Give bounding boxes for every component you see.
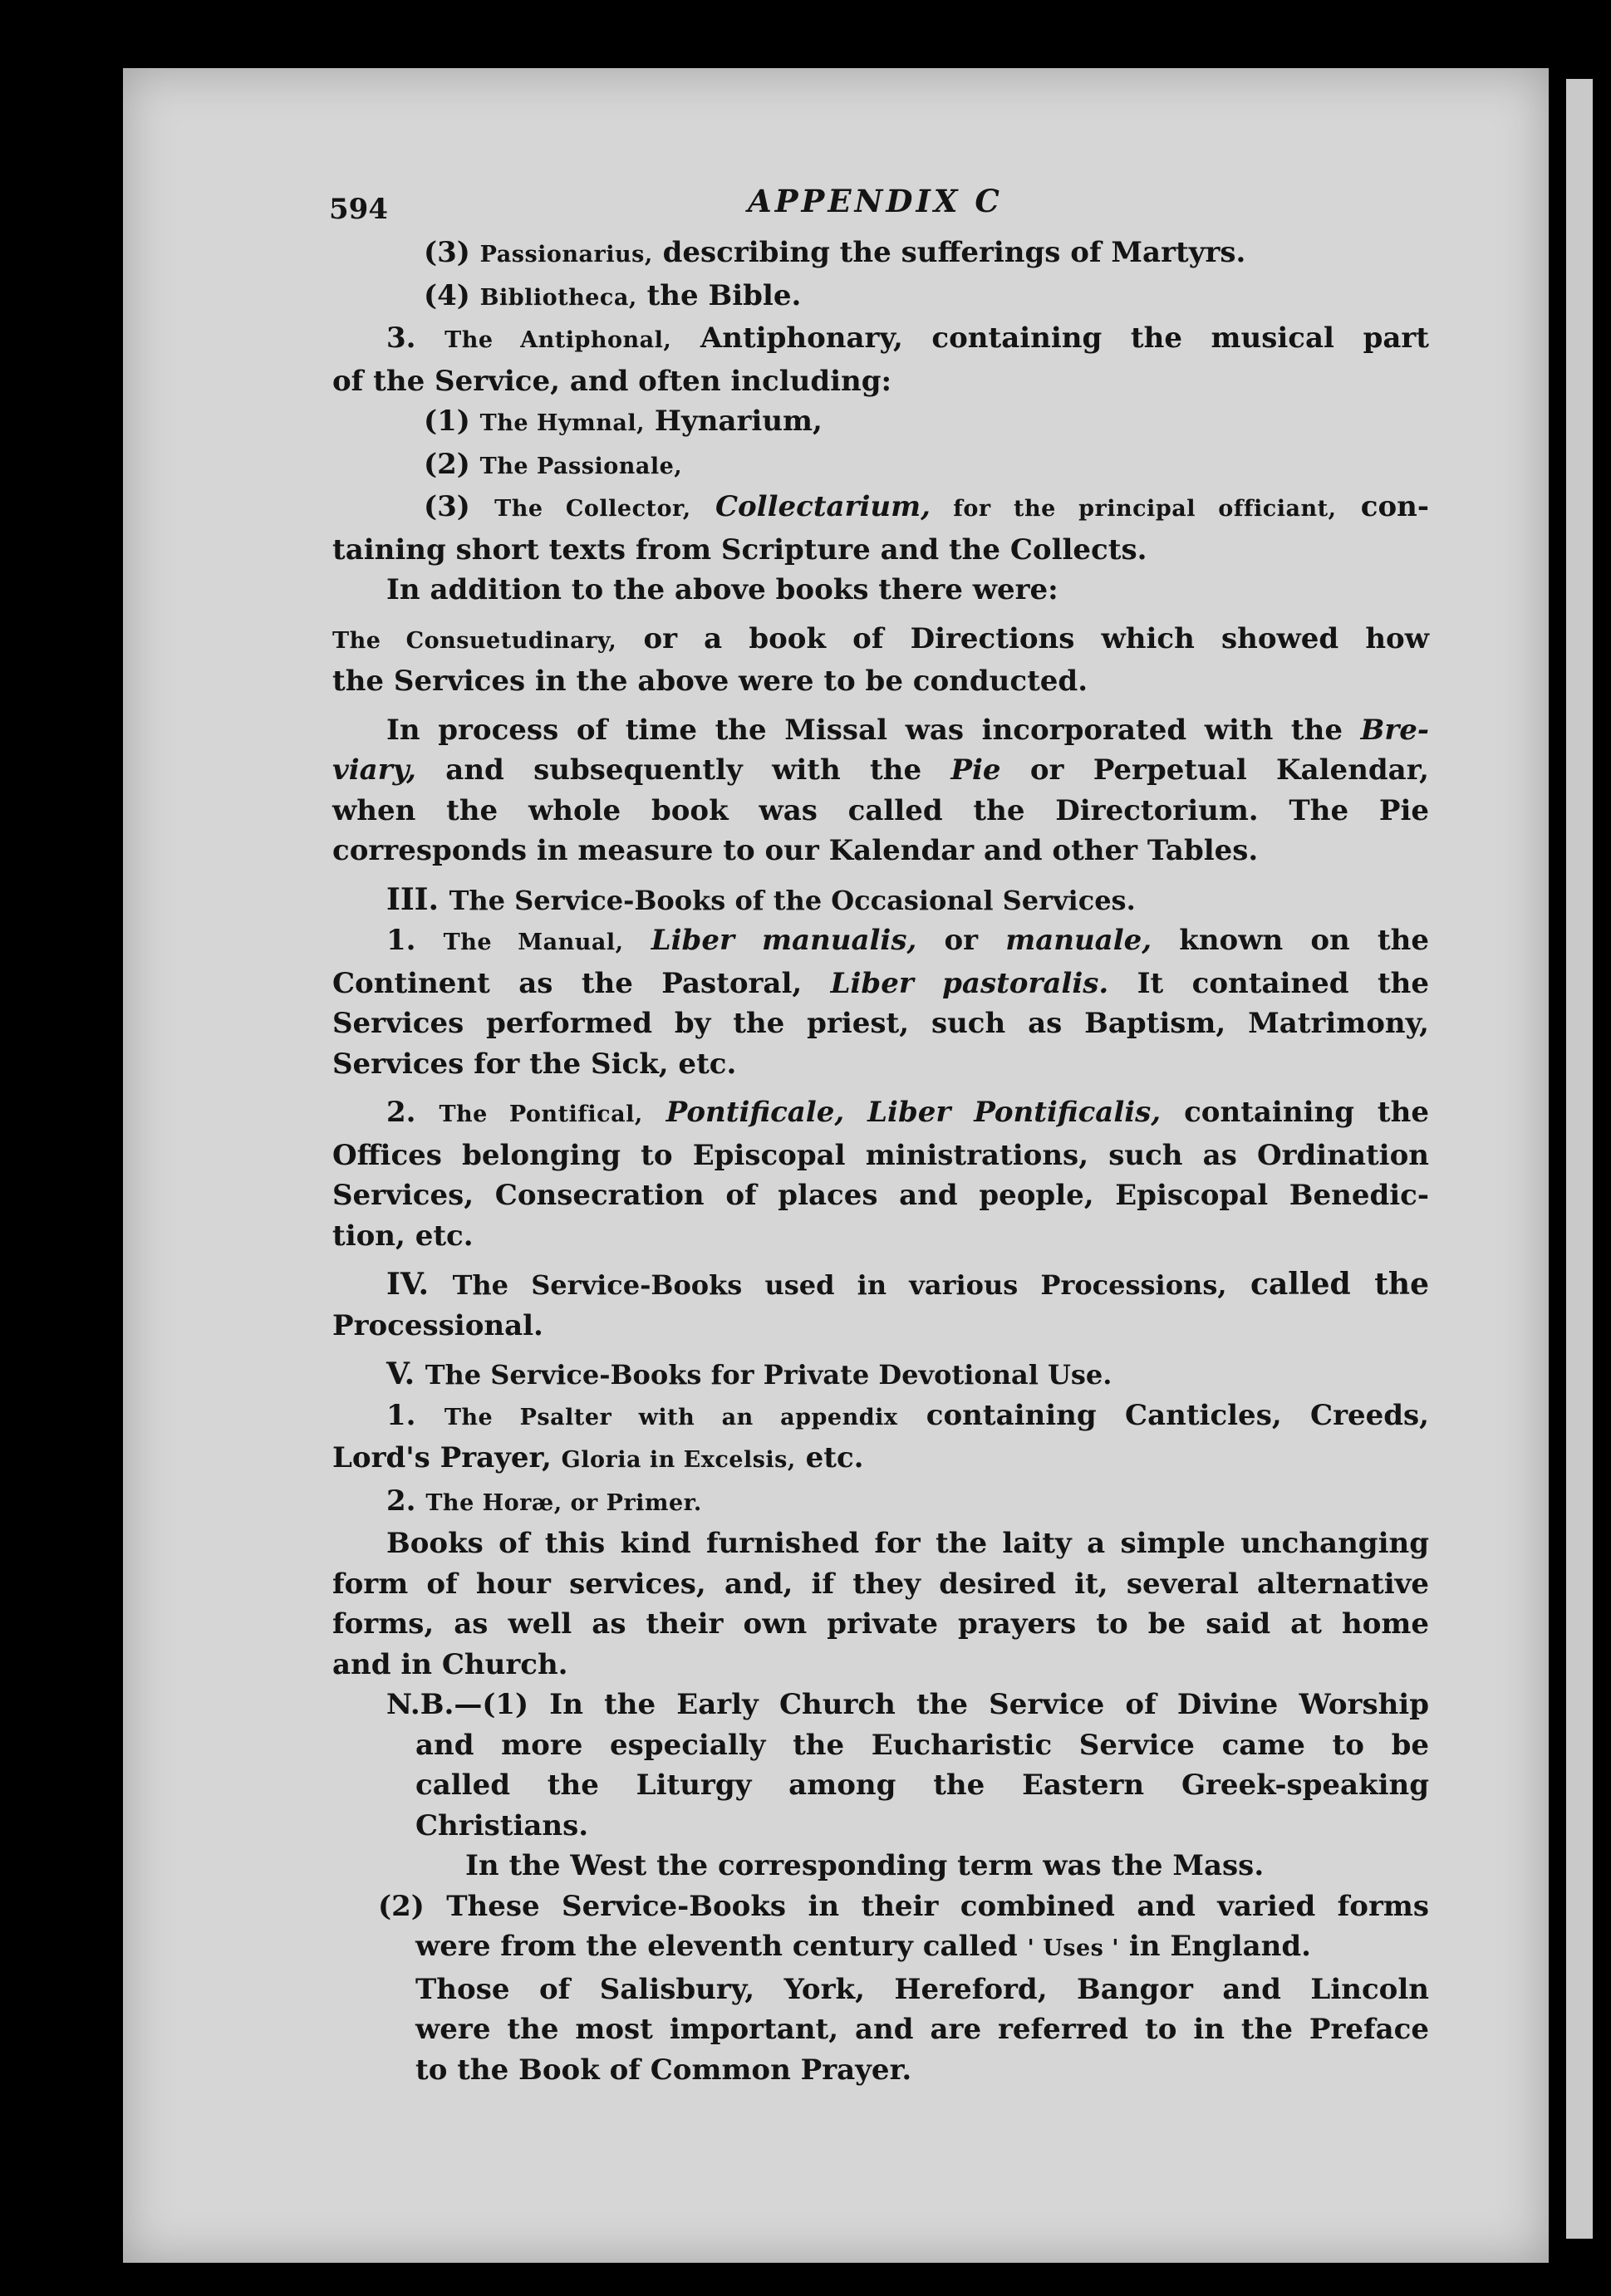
text-line: viary, and subsequently with the Pie or Perpetual Kalendar, [332,753,1429,787]
text-line: Services performed by the priest, such as Baptism, Matrimony, [332,1007,1429,1040]
text-line: Services for the Sick, etc. [332,1047,737,1081]
text-line: Offices belonging to Episcopal ministrations, such as Ordination [332,1138,1429,1172]
text-line: In addition to the above books there were: [386,573,1058,606]
section-heading: V. The Service-Books for Private Devotional Use. [386,1357,1112,1391]
text-line: N.B.—(1) In the Early Church the Service of Divine Worship [386,1688,1429,1721]
text-line: were the most important, and are referred to in the Preface [415,2013,1429,2046]
text-line: (2) These Service-Books in their combined and varied forms [378,1889,1429,1923]
page-text [329,174,1430,2090]
text-line: (4) Bibliotheca, the Bible. [424,278,802,312]
text-line: The Consuetudinary, or a book of Directions which showed how [332,621,1429,655]
section-heading: III. The Service-Books of the Occasional Services. [386,881,1136,917]
text-line: Services, Consecration of places and people, Episcopal Benedic- [332,1179,1429,1212]
text-line: of the Service, and often including: [332,364,892,398]
text-line: Those of Salisbury, York, Hereford, Bangor and Lincoln [415,1972,1429,2006]
text-line: (2) The Passionale, [424,447,683,481]
text-line: 2. The Horæ, or Primer. [386,1484,702,1518]
text-line: Lord's Prayer, Gloria in Excelsis, etc. [332,1441,864,1474]
text-line: forms, as well as their own private prayers to be said at home [332,1607,1429,1641]
text-line: called the Liturgy among the Eastern Greek-speaking [415,1769,1429,1802]
text-line: and in Church. [332,1647,568,1681]
text-line: (3) The Collector, Collectarium, for the principal officiant, con- [424,490,1429,523]
page-number: 594 [329,193,388,226]
text-line: Continent as the Pastoral, Liber pastoralis. It contained the [332,966,1430,1000]
text-line: Processional. [332,1308,543,1342]
text-line: (1) The Hymnal, Hynarium, [424,405,823,438]
text-line: Books of this kind furnished for the laity a simple unchanging [386,1527,1429,1560]
text-line: tion, etc. [332,1219,474,1253]
page-header [329,174,1429,233]
text-line: the Services in the above were to be conducted. [332,665,1088,698]
text-line: to the Book of Common Prayer. [415,2053,912,2087]
text-line: when the whole book was called the Directorium. The Pie [332,793,1429,827]
text-line: 2. The Pontifical, Pontificale, Liber Pontificalis, containing the [386,1096,1429,1129]
text-line: form of hour services, and, if they desired it, several alternative [332,1567,1429,1601]
text-line: were from the eleventh century called ' Uses ' in England. [415,1930,1312,1963]
text-line: (3) Passionarius, describing the sufferings of Martyrs. [424,236,1246,269]
text-line: 1. The Manual, Liber manualis, or manuale, known on the [386,924,1429,957]
text-line: and more especially the Eucharistic Service came to be [415,1728,1429,1762]
text-line: taining short texts from Scripture and the Collects. [332,532,1147,567]
text-line: In process of time the Missal was incorporated with the Bre- [386,713,1429,747]
section-heading: IV. The Service-Books used in various Processions, called the [386,1267,1429,1302]
text-line: Christians. [415,1808,589,1842]
text-line: In the West the corresponding term was the Mass. [465,1849,1265,1882]
running-head: APPENDIX C [748,183,1003,219]
text-line: 3. The Antiphonal, Antiphonary, containing the musical part [386,321,1429,355]
text-line: corresponds in measure to our Kalendar and other Tables. [332,834,1259,867]
text-line: 1. The Psalter with an appendix containing Canticles, Creeds, [386,1398,1429,1432]
next-page-edge [1566,79,1593,2239]
